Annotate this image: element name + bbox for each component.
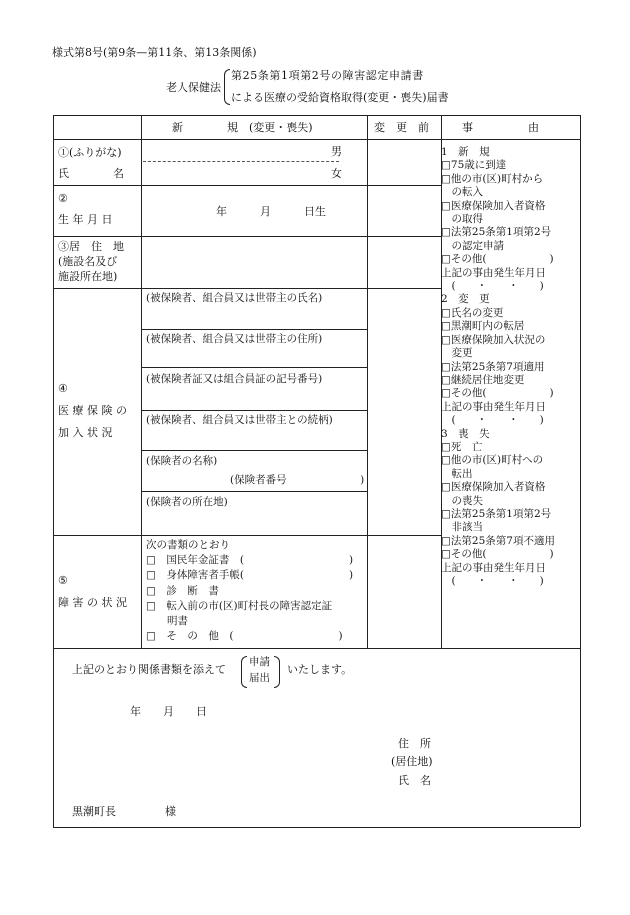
title-brace: [224, 69, 230, 105]
address-label-3: 施設所在地): [58, 270, 118, 283]
insured-name-label: (被保険者、組合員又は世帯主の氏名): [146, 292, 323, 304]
address-label-1: ③居 住 地: [58, 240, 124, 253]
reason-item[interactable]: □氏名の変更: [441, 306, 504, 319]
reason-item[interactable]: □継続居住地変更: [441, 373, 525, 386]
furigana-label: ①(ふりがな): [58, 146, 122, 159]
doc-other[interactable]: □ そ の 他 ( ): [146, 630, 343, 642]
insurance-label-1: 医 療 保 険 の: [58, 404, 127, 417]
reason-item[interactable]: □医療保険加入状況の: [441, 333, 546, 346]
recipient-honorific: 様: [165, 805, 176, 818]
doc-transfer-certificate[interactable]: □ 転入前の市(区)町村長の障害認定証: [146, 600, 333, 612]
insurance-label-2: 加 入 状 況: [58, 426, 113, 439]
birth-number: ②: [58, 192, 68, 205]
reason-section-new: 1 新 規: [441, 146, 490, 158]
statement-option-apply[interactable]: 申請: [249, 656, 270, 668]
reason-date-field[interactable]: ( ・ ・ ): [441, 280, 544, 293]
header-new: 新 規 (変更・喪失): [172, 121, 313, 134]
reason-item: の認定申請: [441, 239, 504, 252]
reason-item[interactable]: □法第25条第7項適用: [441, 360, 545, 373]
reason-item: の転入: [441, 186, 483, 199]
insurer-number-label: (保険者番号 ): [230, 474, 365, 486]
title-prefix: 老人保健法: [166, 81, 221, 94]
reason-item[interactable]: □その他( ): [441, 548, 554, 561]
statement-option-notify[interactable]: 届出: [249, 672, 270, 684]
reason-item: 非該当: [441, 521, 483, 534]
doc-diagnosis[interactable]: □ 診 断 書: [146, 585, 219, 597]
reason-item[interactable]: □他の市(区)町村への: [441, 454, 544, 467]
reason-section-change: 2 変 更: [441, 293, 490, 306]
birth-label: 生 年 月 日: [58, 213, 113, 226]
statement-suffix: いたします。: [287, 663, 353, 676]
docs-intro: 次の書類のとおり: [146, 539, 230, 551]
insured-address-label: (被保険者、組合員又は世帯主の住所): [146, 333, 323, 345]
insurer-address-label: (保険者の所在地): [146, 496, 228, 508]
recipient: 黒潮町長: [72, 805, 116, 818]
title-line2: による医療の受給資格取得(変更・喪失)届書: [231, 91, 449, 104]
reason-item[interactable]: □黒潮町内の転居: [441, 320, 525, 333]
applicant-residence-label: (居住地): [391, 755, 433, 768]
doc-pension-certificate[interactable]: □ 国民年金証書 ( ): [146, 554, 354, 566]
header-reason: 事 由: [462, 121, 539, 134]
applicant-address-label: 住 所: [398, 737, 431, 750]
header-before: 変 更 前: [374, 121, 429, 134]
reason-item[interactable]: □法第25条第1項第2号: [441, 507, 552, 520]
statement-left-brace: [241, 656, 247, 688]
reason-item[interactable]: □75歳に到達: [441, 159, 507, 172]
disability-label: 障 害 の 状 況: [58, 596, 127, 609]
reason-item[interactable]: □他の市(区)町村から: [441, 172, 544, 185]
reason-date-label: 上記の事由発生年月日: [441, 400, 546, 413]
female-option: 女: [331, 167, 342, 180]
reason-date-field[interactable]: ( ・ ・ ): [441, 414, 544, 427]
insured-card-number-label: (被保険者証又は組合員証の記号番号): [146, 373, 323, 385]
applicant-name-label: 氏 名: [398, 774, 431, 787]
reason-item[interactable]: □医療保険加入者資格: [441, 199, 546, 212]
reason-item[interactable]: □その他( ): [441, 387, 554, 400]
name-label: 氏 名: [58, 167, 124, 180]
doc-transfer-certificate-cont: 明書: [146, 615, 188, 627]
title-line1: 第25条第1項第2号の障害認定申請書: [231, 69, 424, 82]
reason-item[interactable]: □死 亡: [441, 440, 483, 453]
male-option: 男: [331, 145, 342, 158]
insurer-name-label: (保険者の名称): [146, 455, 218, 467]
statement-right-brace: [274, 656, 280, 688]
statement-prefix: 上記のとおり関係書類を添えて: [72, 663, 226, 676]
reason-item[interactable]: □法第25条第7項不適用: [441, 534, 555, 547]
address-label-2: (施設名及び: [58, 255, 118, 268]
reason-item: の喪失: [441, 494, 483, 507]
reason-section-loss: 3 喪 失: [441, 427, 490, 440]
submission-date[interactable]: 年 月 日: [130, 705, 207, 718]
reason-date-label: 上記の事由発生年月日: [441, 561, 546, 574]
insured-relation-label: (被保険者、組合員又は世帯主との続柄): [146, 414, 333, 426]
reason-item: 変更: [441, 347, 473, 360]
form-number: 様式第8号(第9条—第11条、第13条関係): [52, 46, 257, 59]
reason-item: の取得: [441, 213, 483, 226]
reason-item[interactable]: □その他( ): [441, 253, 554, 266]
doc-disability-handbook[interactable]: □ 身体障害者手帳( ): [146, 569, 354, 581]
birth-value: 年 月 日生: [216, 205, 326, 218]
reason-list: [441, 146, 581, 588]
reason-date-field[interactable]: ( ・ ・ ): [441, 575, 544, 587]
reason-item: 転出: [441, 467, 473, 480]
insurance-number: ④: [58, 382, 68, 395]
reason-item[interactable]: □医療保険加入者資格: [441, 481, 546, 494]
disability-number: ⑤: [58, 574, 68, 587]
reason-item[interactable]: □法第25条第1項第2号: [441, 226, 552, 239]
reason-date-label: 上記の事由発生年月日: [441, 266, 546, 279]
